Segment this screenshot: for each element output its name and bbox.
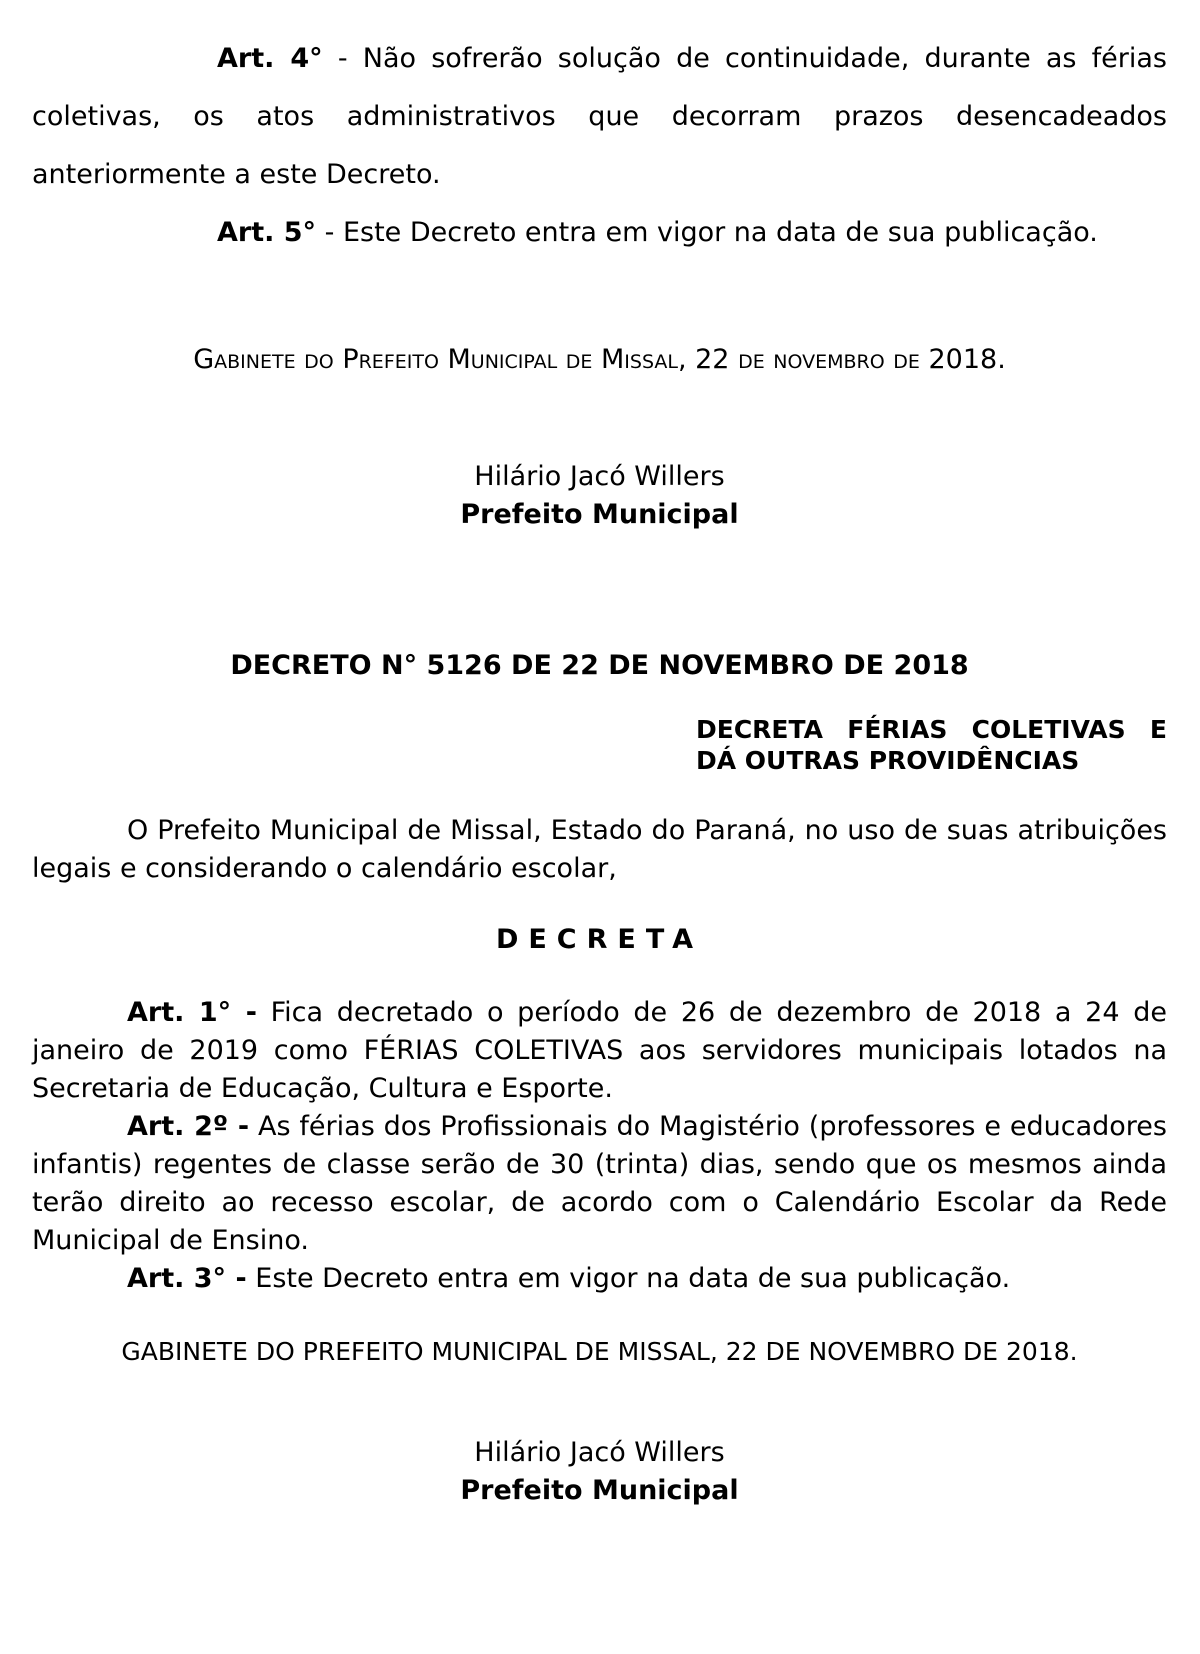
decree-title: DECRETO N° 5126 DE 22 DE NOVEMBRO DE 2018 — [230, 650, 969, 681]
decree-preamble: O Prefeito Municipal de Missal, Estado do Paraná, no uso de suas atribuições legais e considerando o calendário escolar, — [32, 815, 1167, 884]
decree-subject: DECRETA FÉRIAS COLETIVAS E DÁ OUTRAS PROVIDÊNCIAS — [696, 715, 1167, 775]
article-4-label: Art. 4° — [217, 43, 323, 74]
decree-article-1-text: Fica decretado o período de 26 de dezembro de 2018 a 24 de janeiro de 2019 como FÉRIAS COLETIVAS aos servidores municipais lotados na Secretaria de Educação, Cultura e Esporte. — [32, 997, 1167, 1104]
decree-article-1-label: Art. 1° - — [127, 997, 257, 1028]
article-5-text: - Este Decreto entra em vigor na data de sua publicação. — [316, 217, 1098, 248]
decree-article-1 — [32, 994, 1167, 1108]
decree-article-3-text: Este Decreto entra em vigor na data de sua publicação. — [246, 1263, 1011, 1294]
prev-signature — [32, 458, 1167, 534]
decreta-heading: DECRETA — [495, 924, 704, 955]
decree-signer-title: Prefeito Municipal — [460, 1475, 739, 1506]
decree-closing: GABINETE DO PREFEITO MUNICIPAL DE MISSAL, 22 DE NOVEMBRO DE 2018. — [121, 1337, 1078, 1366]
prev-signer-title: Prefeito Municipal — [460, 499, 739, 530]
decree-signer-name: Hilário Jacó Willers — [474, 1437, 725, 1468]
prev-signer-name: Hilário Jacó Willers — [474, 461, 725, 492]
article-4-text: - Não sofrerão solução de continuidade, durante as férias coletivas, os atos administrativos que decorram prazos desencadeados anteriormente a este Decreto. — [32, 43, 1167, 190]
article-5 — [32, 204, 1167, 262]
decree-article-3 — [32, 1260, 1167, 1298]
decree-signature — [32, 1434, 1167, 1510]
article-4 — [32, 30, 1167, 204]
decree-article-3-label: Art. 3° - — [127, 1263, 247, 1294]
decree-article-2 — [32, 1108, 1167, 1260]
decree-article-2-label: Art. 2º - — [127, 1111, 250, 1142]
document-page — [32, 30, 1167, 1510]
decree-article-2-text: As férias dos Profissionais do Magistério (professores e educadores infantis) regentes de classe serão de 30 (trinta) dias, sendo que os mesmos ainda terão direito ao recesso escolar, de acordo com o Calendário Escolar da Rede Municipal de Ensino. — [32, 1111, 1167, 1256]
prev-closing: Gabinete do Prefeito Municipal de Missal, 22 de novembro de 2018. — [193, 344, 1006, 375]
article-5-label: Art. 5° — [217, 217, 317, 248]
